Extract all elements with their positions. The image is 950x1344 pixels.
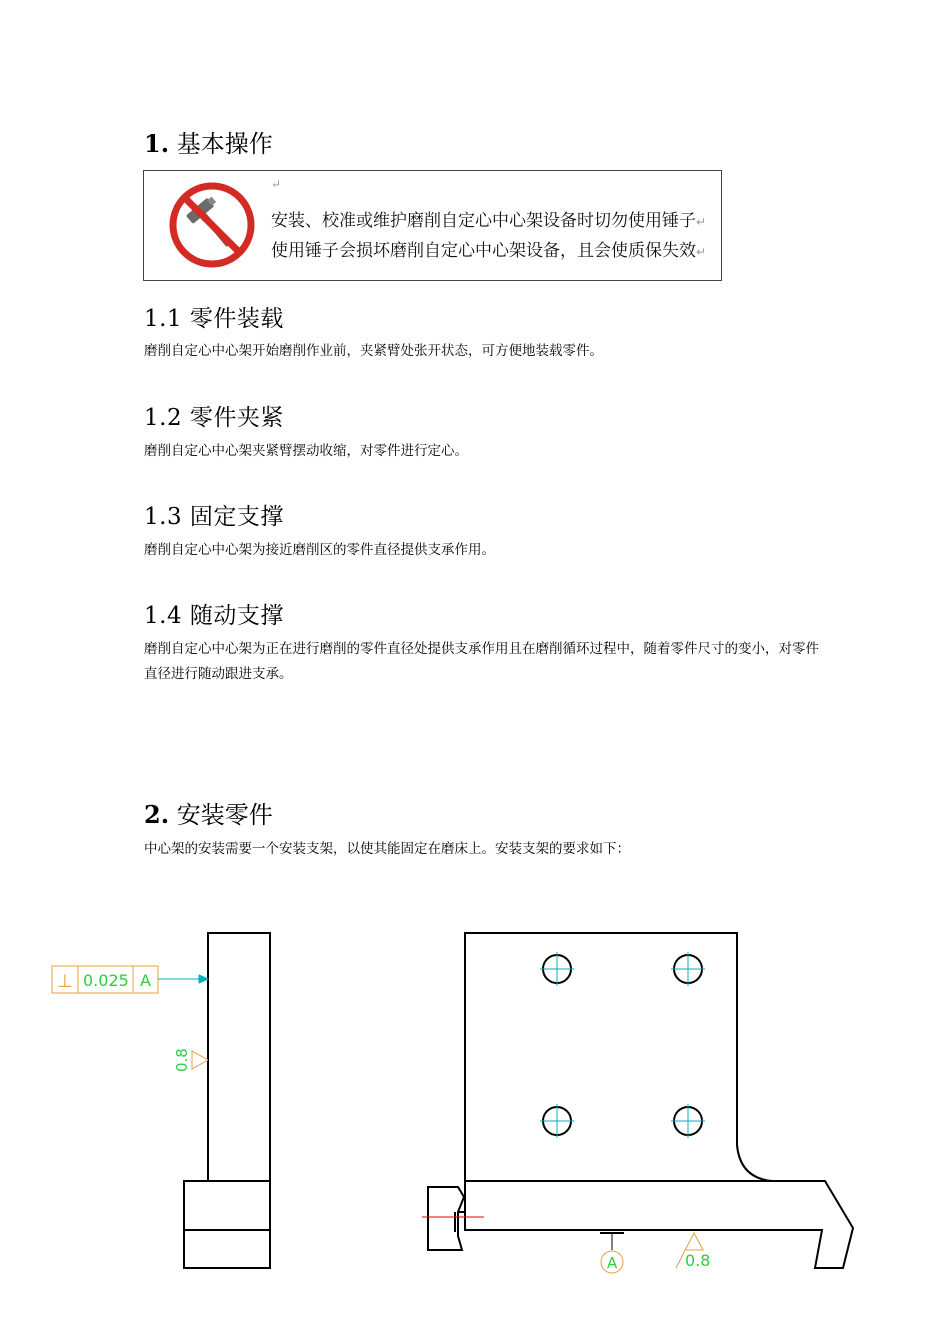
- subsection-1-2-text: 磨削自定心中心架夹紧臂摆动收缩，对零件进行定心。: [144, 443, 468, 459]
- hole-bottom-right: [671, 1104, 705, 1138]
- roughness-value-bottom: 0.8: [685, 1251, 711, 1270]
- subsection-1-1-heading: 1.1 零件装载: [144, 306, 284, 332]
- side-view: [184, 933, 270, 1268]
- subsection-1-3-heading: 1.3 固定支撑: [144, 504, 284, 530]
- tolerance-datum: A: [140, 971, 151, 990]
- subsection-1-1-text: 磨削自定心中心架开始磨削作业前，夹紧臂处张开状态，可方便地装载零件。: [144, 343, 603, 359]
- return-mark: ↵: [271, 177, 282, 191]
- warning-line-2: 使用锤子会损坏磨削自定心中心架设备，且会使质保失效↵: [271, 241, 707, 261]
- warning-line-1: 安装、校准或维护磨削自定心中心架设备时切勿使用锤子↵: [271, 211, 707, 231]
- hole-top-right: [671, 952, 705, 986]
- section-1-heading: [144, 124, 273, 159]
- hole-top-left: [540, 952, 574, 986]
- section-1-number: 1.: [144, 129, 170, 158]
- roughness-symbol-side: [192, 1051, 208, 1069]
- section-2-title: 安装零件: [176, 801, 273, 829]
- warning-box: [143, 170, 722, 281]
- hole-bottom-left: [540, 1104, 574, 1138]
- no-hammer-icon: [168, 181, 256, 269]
- subsection-1-4-text: 磨削自定心中心架为正在进行磨削的零件直径处提供支承作用且在磨削循环过程中，随着零件尺寸的变小，对零件直径进行随动跟进支承。: [144, 641, 819, 682]
- section-1-title: 基本操作: [176, 130, 273, 158]
- front-view: [428, 933, 853, 1268]
- roughness-value-side: 0.8: [173, 1048, 191, 1072]
- tolerance-leader: [158, 975, 208, 983]
- subsection-1-2-heading: 1.2 零件夹紧: [144, 405, 284, 431]
- mounting-holes: [540, 952, 705, 1138]
- tolerance-value: 0.025: [83, 971, 129, 990]
- section-2-heading: [144, 795, 273, 830]
- subsection-1-3-text: 磨削自定心中心架为接近磨削区的零件直径提供支承作用。: [144, 542, 495, 558]
- bracket-technical-drawing: [0, 900, 950, 1320]
- section-2-text: 中心架的安装需要一个安装支架，以使其能固定在磨床上。安装支架的要求如下：: [144, 841, 630, 857]
- tolerance-symbol: ⊥: [57, 971, 73, 992]
- datum-label: A: [607, 1254, 618, 1272]
- subsection-1-4-heading: 1.4 随动支撑: [144, 603, 284, 629]
- section-2-number: 2.: [144, 800, 170, 829]
